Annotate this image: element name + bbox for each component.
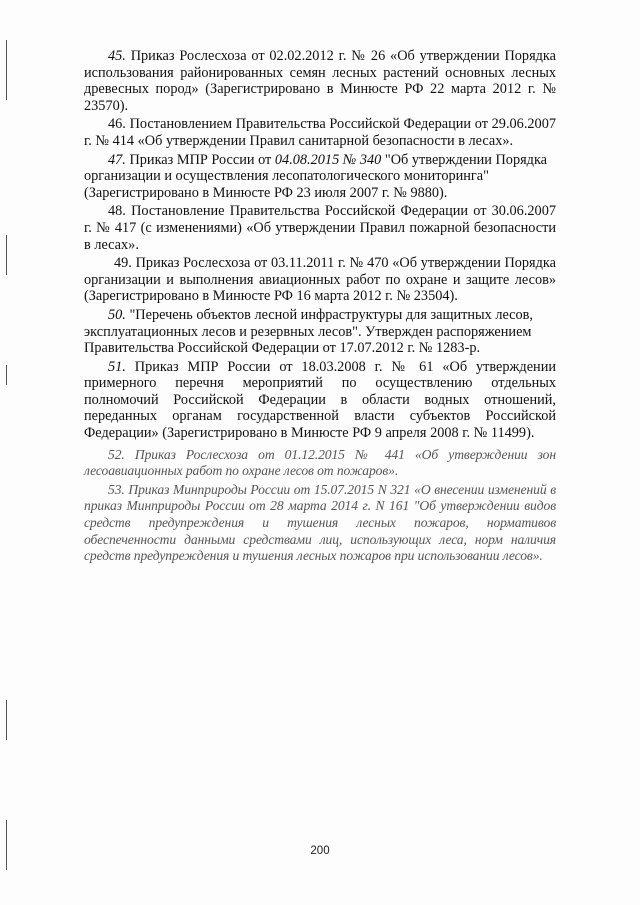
reference-entry-53	[84, 482, 556, 565]
entry-text: "Об утверждении Порядка организации и осуществления лесопатологического мониторинга" (Зарегистрировано в Минюсте РФ 23 июля 2007 г. № 9880).	[84, 151, 548, 201]
reference-entry-50	[84, 307, 556, 357]
scan-edge-mark	[6, 40, 7, 100]
entry-text: Приказ МПР России от 18.03.2008 г. № 61 «Об утверждении примерного перечня мероприятий по осуществлению отдельных полномочий Российской Федерации в области водных отношений, переданных органам государственной власти субъектов Российской Федерации» (Зарегистрировано в Минюсте РФ 9 апреля 2008 г. № 11499).	[84, 358, 556, 442]
entry-text: Постановление Правительства Российской Федерации от 30.06.2007 г. № 417 (с изменениями) «Об утверждении Правил пожарной безопасности в лесах».	[84, 203, 556, 253]
entry-text: Приказ МПР России от	[125, 151, 275, 168]
reference-list	[84, 48, 556, 567]
scan-edge-mark	[6, 365, 7, 385]
page-number: 200	[310, 845, 330, 857]
reference-entry-46	[84, 116, 556, 149]
entry-text: Приказ Рослесхоза от 01.12.2015 № 441 «Об утверждении зон лесоавиационных работ по охране лесов от пожаров».	[84, 446, 556, 479]
entry-text: Приказ Минприроды России от 15.07.2015 N 321 «О внесении изменений в приказ Минприроды России от 28 марта 2014 г. N 161 "Об утверждении видов средств предупреждения и тушения лесных пожаров, нормативов обеспеченности данными средствами лиц, использующих леса, норм наличия средств предупреждения и тушения лесных пожаров при использовании лесов».	[84, 481, 556, 564]
entry-text: "Перечень объектов лесной инфраструктуры для защитных лесов, эксплуатационных лесов и резервных лесов". Утвержден распоряжением Правительства Российской Федерации от 17.07.2012 г. № 1283-р.	[84, 306, 534, 357]
entry-number: 46.	[108, 116, 126, 133]
scan-edge-mark	[6, 235, 7, 275]
entry-number: 45.	[108, 48, 126, 64]
reference-entry-45	[84, 48, 556, 114]
reference-entry-48	[84, 203, 556, 253]
reference-entry-52	[84, 447, 556, 480]
entry-number: 52.	[108, 446, 125, 462]
reference-entry-51	[84, 359, 556, 442]
scan-edge-mark	[6, 700, 7, 740]
entry-number: 51.	[108, 358, 126, 375]
entry-text: Приказ Рослесхоза от 02.02.2012 г. № 26 «Об утверждении Порядка использования районированных семян лесных растений основных лесных древесных пород» (Зарегистрировано в Минюсте РФ 22 марта 2012 г. № 23570).	[84, 48, 556, 114]
entry-number: 47.	[108, 151, 126, 168]
entry-number: 50.	[108, 306, 126, 323]
entry-number: 49.	[114, 255, 132, 272]
reference-entry-47	[84, 152, 556, 202]
entry-text: Постановлением Правительства Российской Федерации от 29.06.2007 г. № 414 «Об утверждении Правил санитарной безопасности в лесах».	[84, 116, 556, 149]
entry-text: Приказ Рослесхоза от 03.11.2011 г. № 470 «Об утверждении Порядка организации и выполнения авиационных работ по охране и защите лесов» (Зарегистрировано в Минюсте РФ 16 марта 2012 г. № 23504).	[84, 255, 556, 305]
entry-number: 53.	[108, 481, 125, 497]
entry-text-italic: 04.08.2015 № 340	[274, 151, 382, 168]
reference-entry-49	[84, 255, 556, 305]
entry-number: 48.	[108, 203, 126, 220]
